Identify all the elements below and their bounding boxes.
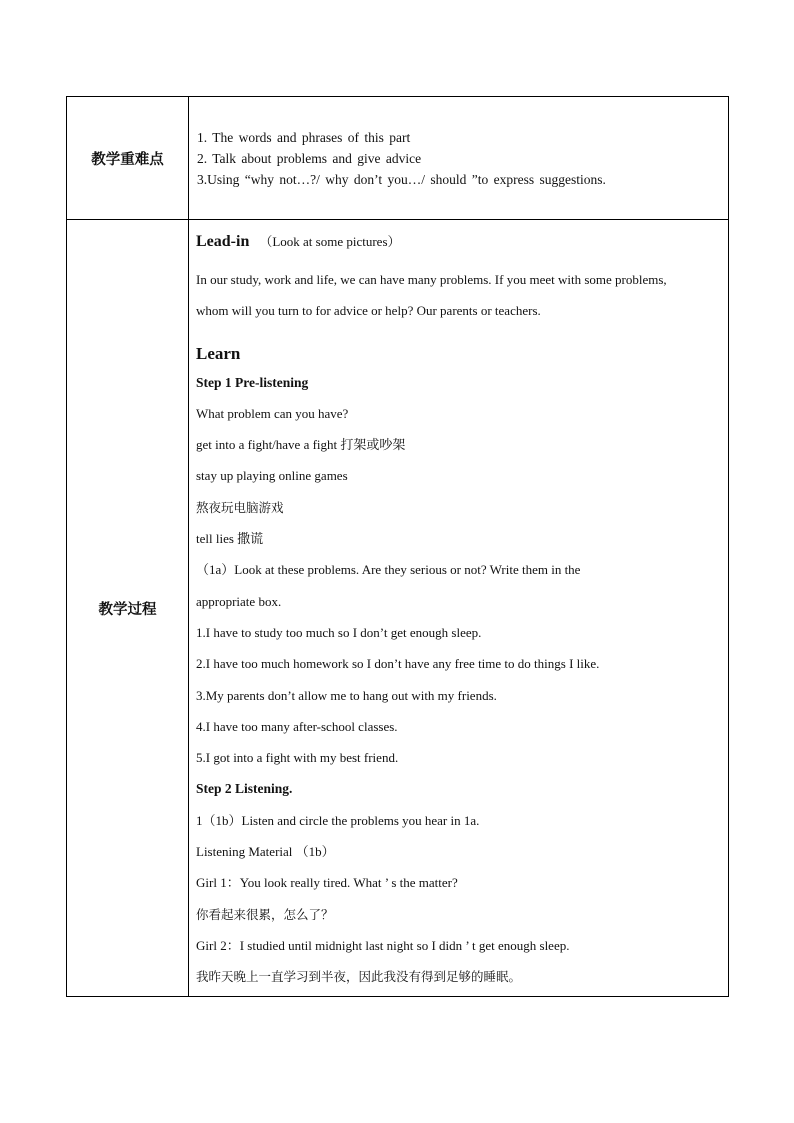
step2-line: 1（1b）Listen and circle the problems you hear in 1a.: [196, 812, 480, 828]
step1-heading: Step 1 Pre-listening: [196, 374, 309, 390]
key-points-row: [67, 97, 729, 220]
step1-line: 1.I have to study too much so I don’t get enough sleep.: [196, 624, 482, 640]
step1-line: 熬夜玩电脑游戏: [196, 499, 284, 515]
step2-line: Listening Material （1b）: [196, 844, 335, 860]
step2-line: Girl 2：I studied until midnight last night so I didn ’ t get enough sleep.: [196, 937, 570, 953]
step2-line: Girl 1：You look really tired. What ’ s the matter?: [196, 875, 458, 891]
learn-heading: Learn: [196, 343, 241, 363]
process-content: [189, 220, 728, 993]
step1-line: What problem can you have?: [196, 405, 349, 421]
process-row: [67, 220, 729, 997]
step1-line: tell lies 撒谎: [196, 531, 264, 547]
step2-heading: Step 2 Listening.: [196, 781, 293, 797]
key-points-list: [189, 97, 728, 190]
lead-in-title: Lead-in: [196, 233, 250, 250]
step1-line: （1a）Look at these problems. Are they serious or not? Write them in the: [196, 562, 581, 578]
key-point-item: 1. The words and phrases of this part: [197, 130, 411, 145]
lead-in-heading: [196, 230, 728, 264]
step1-line: stay up playing online games: [196, 468, 348, 484]
process-label: 教学过程: [67, 220, 189, 997]
key-points-label: 教学重难点: [67, 97, 189, 220]
step1-line: get into a fight/have a fight 打架或吵架: [196, 437, 406, 453]
key-point-item: 3.Using “why not…?/ why don’t you…/ should ”to express suggestions.: [197, 172, 606, 187]
step1-line: 4.I have too many after-school classes.: [196, 718, 398, 734]
key-points-cell: [189, 97, 729, 220]
process-cell: [189, 220, 729, 997]
lesson-plan-table: [66, 96, 729, 997]
key-point-item: 2. Talk about problems and give advice: [197, 151, 422, 166]
step1-line: 5.I got into a fight with my best friend.: [196, 750, 399, 766]
lead-in-text: In our study, work and life, we can have many problems. If you meet with some problems,: [196, 272, 667, 287]
step1-line: 3.My parents don’t allow me to hang out with my friends.: [196, 687, 497, 703]
lead-in-text: whom will you turn to for advice or help? Our parents or teachers.: [196, 303, 541, 319]
step1-line: 2.I have too much homework so I don’t have any free time to do things I like.: [196, 656, 600, 672]
step2-line: 我昨天晚上一直学习到半夜，因此我没有得到足够的睡眠。: [196, 969, 522, 985]
step2-line: 你看起来很累，怎么了？: [196, 906, 334, 922]
step1-line: appropriate box.: [196, 593, 282, 609]
lead-in-subtitle: （Look at some pictures）: [259, 234, 401, 249]
